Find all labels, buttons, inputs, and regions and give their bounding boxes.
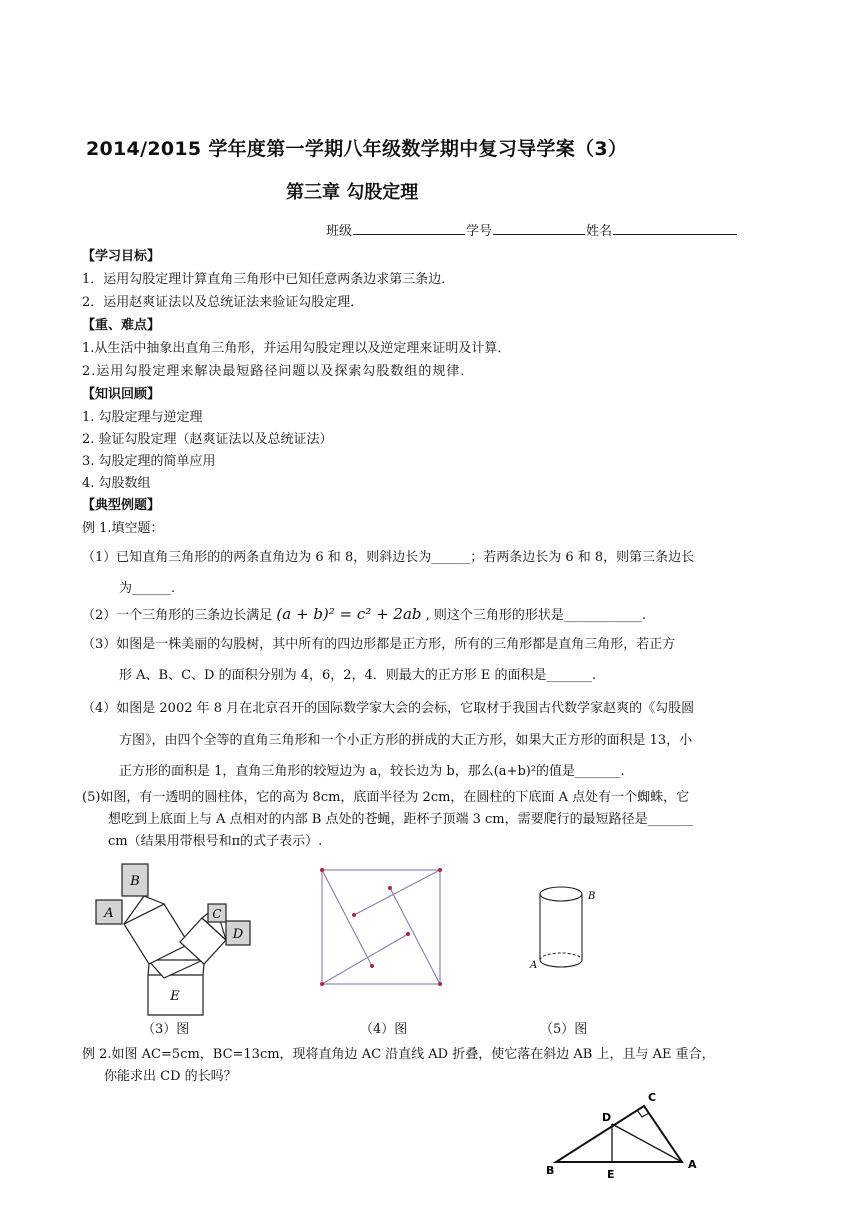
q3-line1: （3）如图是一株美丽的勾股树，其中所有的四边形都是正方形，所有的三角形都是直角三角形，若正方 [82, 637, 676, 652]
q4-line3: 正方形的面积是 1，直角三角形的较短边为 a，较长边为 b，那么(a+b)²的值是_______. [119, 764, 625, 779]
review-heading: 【知识回顾】 [82, 387, 161, 402]
q2-line [82, 604, 646, 623]
goal-item: 1．运用勾股定理计算直角三角形中已知任意两条边求第三条边． [82, 272, 455, 287]
q3-line2: 形 A、B、C、D 的面积分别为 4，6，2，4．则最大的正方形 E 的面积是_______. [119, 668, 597, 683]
svg-text:E: E [170, 989, 180, 1004]
svg-text:B: B [130, 874, 140, 889]
q2-post: , 则这个三角形的形状是____________. [425, 608, 647, 623]
svg-text:D: D [232, 927, 244, 942]
student-info-line [326, 220, 738, 239]
goal-item: 2．运用赵爽证法以及总统证法来验证勾股定理． [82, 295, 364, 310]
number-label: 学号 [466, 224, 493, 239]
example1-intro: 例 1.填空题： [82, 521, 164, 536]
key-item: 1.从生活中抽象出直角三角形，并运用勾股定理以及逆定理来证明及计算． [82, 341, 511, 356]
svg-text:C: C [212, 907, 222, 921]
name-blank [613, 222, 737, 235]
figure5-caption: （5）图 [540, 1022, 588, 1037]
name-label: 姓名 [586, 224, 613, 239]
q5-line1: (5)如图，有一透明的圆柱体，它的高为 8cm，底面半径为 2cm，在圆柱的下底面 A 点处有一个蜘蛛，它 [82, 790, 690, 805]
review-item: 3. 勾股定理的简单应用 [82, 454, 216, 469]
class-blank [353, 222, 465, 235]
svg-text:B: B [588, 891, 596, 902]
examples-heading: 【典型例题】 [82, 498, 161, 513]
chapter-title: 第三章 勾股定理 [286, 182, 419, 203]
page-title: 2014/2015 学年度第一学期八年级数学期中复习导学案（3） [86, 138, 628, 160]
fold-triangle-figure [540, 1086, 710, 1182]
svg-text:B: B [546, 1164, 555, 1177]
q5-line3: cm（结果用带根号和π的式子表示）. [108, 834, 323, 849]
review-item: 2. 验证勾股定理（赵爽证法以及总统证法） [82, 432, 333, 447]
figure3-caption: （3）图 [142, 1022, 190, 1037]
zhao-shuang-figure [316, 864, 446, 990]
cylinder-figure [526, 882, 606, 982]
figure4-caption: （4）图 [360, 1022, 408, 1037]
goals-heading: 【学习目标】 [82, 249, 161, 264]
svg-text:D: D [602, 1111, 612, 1124]
pythagoras-tree-figure [92, 860, 262, 1018]
review-item: 1. 勾股定理与逆定理 [82, 410, 203, 425]
class-label: 班级 [326, 224, 353, 239]
q5-line2: 想吃到上底面上与 A 点相对的内部 B 点处的苍蝇，距杯子顶端 3 cm，需要爬行的最短路径是_______ [108, 812, 694, 827]
key-heading: 【重、难点】 [82, 318, 161, 333]
svg-text:A: A [104, 906, 114, 921]
q2-formula: (a + b)² = c² + 2ab [276, 605, 422, 623]
svg-text:C: C [648, 1091, 657, 1104]
q1-line1: （1）已知直角三角形的的两条直角边为 6 和 8，则斜边长为______；若两条边长为 6 和 8，则第三条边长 [82, 550, 695, 565]
example2-line1: 例 2.如图 AC=5cm，BC=13cm，现将直角边 AC 沿直线 AD 折叠，使它落在斜边 AB 上，且与 AE 重合， [82, 1047, 715, 1062]
q2-pre: （2）一个三角形的三条边长满足 [82, 608, 273, 623]
example2-line2: 你能求出 CD 的长吗？ [104, 1069, 237, 1084]
review-item: 4. 勾股数组 [82, 476, 151, 491]
svg-text:A: A [688, 1158, 697, 1171]
q4-line2: 方图》，由四个全等的直角三角形和一个小正方形的拼成的大正方形，如果大正方形的面积是 13，小 [119, 733, 693, 748]
key-item: 2.运用勾股定理来解决最短路径问题以及探索勾股数组的规律． [82, 364, 475, 379]
number-blank [493, 222, 585, 235]
svg-text:E: E [607, 1168, 615, 1181]
q1-line2: 为______. [119, 581, 176, 596]
svg-text:A: A [530, 960, 538, 971]
q4-line1: （4）如图是 2002 年 8 月在北京召开的国际数学家大会的会标，它取材于我国古代数学家赵爽的《勾股圆 [82, 701, 695, 716]
